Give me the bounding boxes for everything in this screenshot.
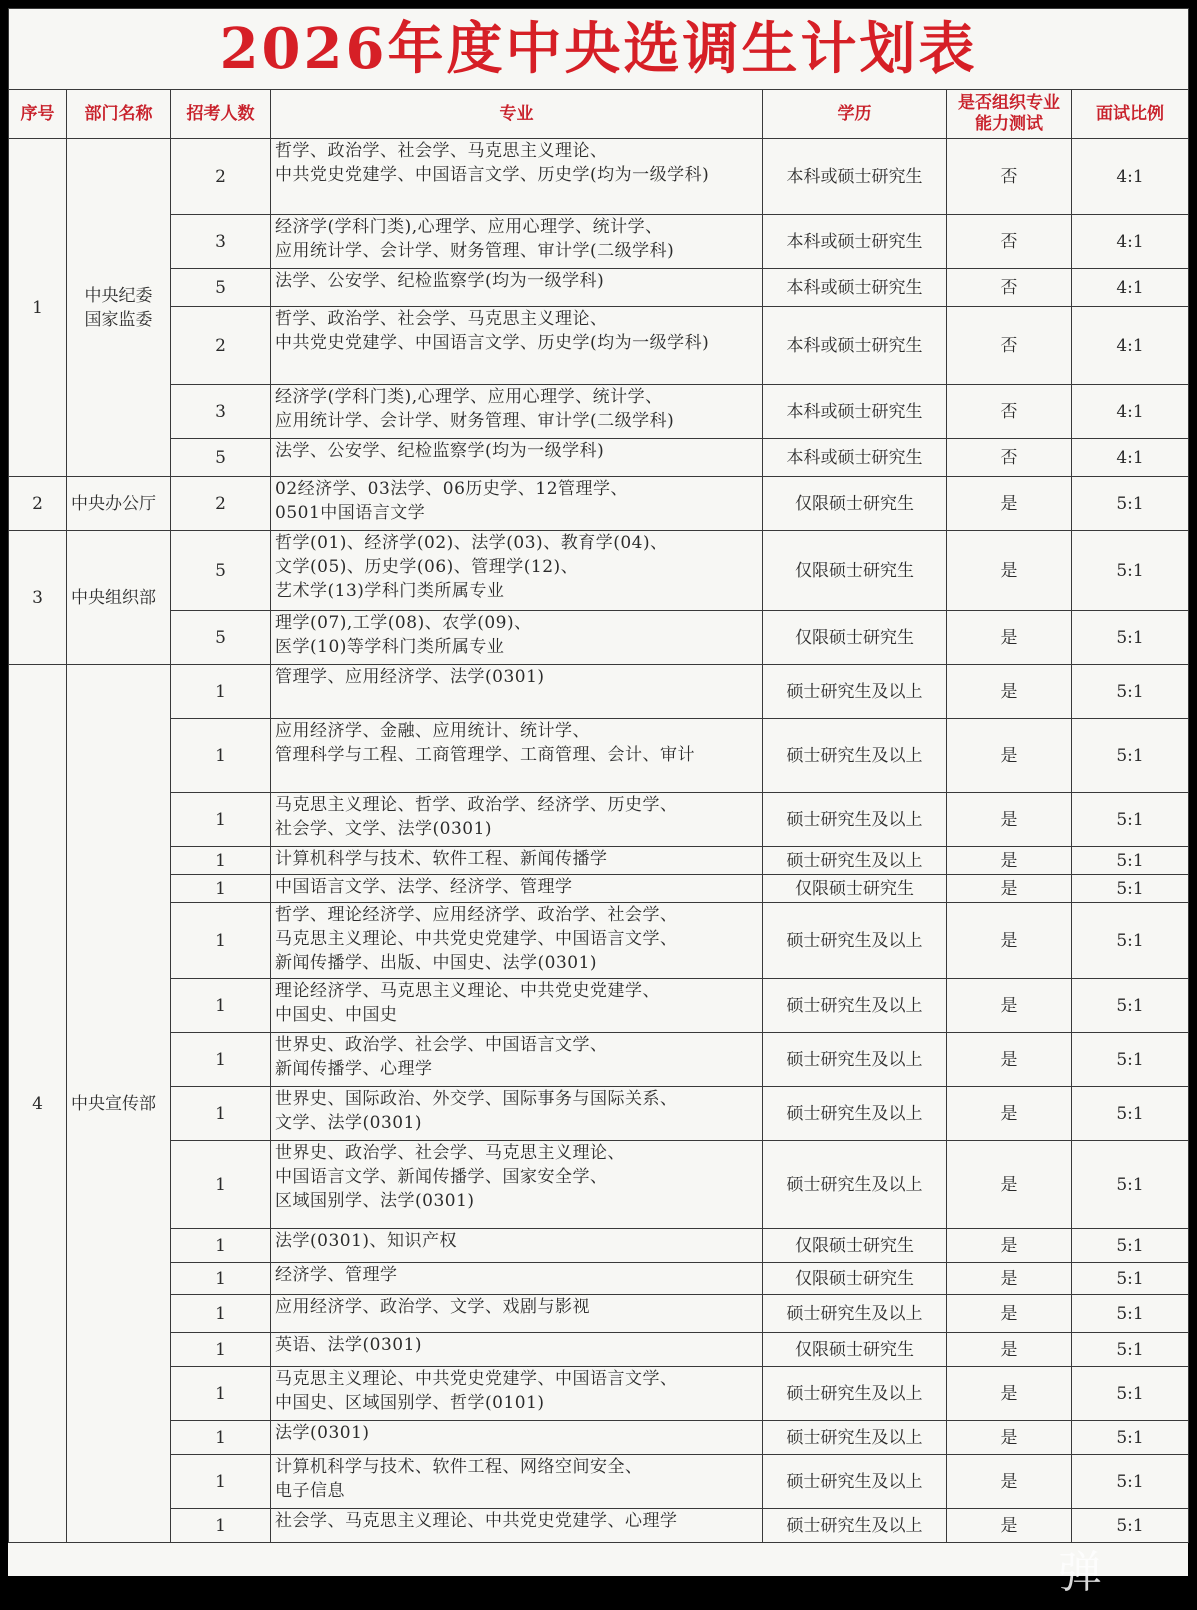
table-row (9, 385, 1189, 439)
edu-cell: 仅限硕士研究生 (763, 1263, 947, 1295)
major-cell: 管理学、应用经济学、法学(0301) (271, 665, 763, 719)
major-cell: 世界史、国际政治、外交学、国际事务与国际关系、 文学、法学(0301) (271, 1087, 763, 1141)
test-cell: 是 (947, 477, 1072, 531)
ratio-cell: 5:1 (1072, 531, 1189, 611)
test-cell: 否 (947, 215, 1072, 269)
count-cell: 1 (171, 903, 271, 979)
table-row (9, 139, 1189, 215)
edu-cell: 本科或硕士研究生 (763, 139, 947, 215)
edu-cell: 本科或硕士研究生 (763, 385, 947, 439)
ratio-cell: 5:1 (1072, 477, 1189, 531)
edu-cell: 硕士研究生及以上 (763, 903, 947, 979)
ratio-cell: 5:1 (1072, 875, 1189, 903)
major-cell: 社会学、马克思主义理论、中共党史党建学、心理学 (271, 1509, 763, 1543)
test-cell: 否 (947, 439, 1072, 477)
watermark-logo: 弹 (1058, 1547, 1102, 1598)
major-cell: 英语、法学(0301) (271, 1333, 763, 1367)
test-cell: 是 (947, 875, 1072, 903)
edu-cell: 仅限硕士研究生 (763, 531, 947, 611)
count-cell: 2 (171, 307, 271, 385)
table-row (9, 1295, 1189, 1333)
major-cell: 经济学(学科门类),心理学、应用心理学、统计学、 应用统计学、会计学、财务管理、审计学(二级学科) (271, 385, 763, 439)
ratio-cell: 4:1 (1072, 307, 1189, 385)
table-row (9, 1263, 1189, 1295)
major-cell: 世界史、政治学、社会学、中国语言文学、 新闻传播学、心理学 (271, 1033, 763, 1087)
ratio-cell: 4:1 (1072, 385, 1189, 439)
ratio-cell: 5:1 (1072, 1295, 1189, 1333)
ratio-cell: 5:1 (1072, 1509, 1189, 1543)
edu-cell: 硕士研究生及以上 (763, 793, 947, 847)
ratio-cell: 4:1 (1072, 269, 1189, 307)
ratio-cell: 5:1 (1072, 665, 1189, 719)
count-cell: 1 (171, 793, 271, 847)
test-cell: 是 (947, 1509, 1072, 1543)
test-cell: 是 (947, 1263, 1072, 1295)
table-row (9, 439, 1189, 477)
ratio-cell: 5:1 (1072, 1367, 1189, 1421)
table-row (9, 875, 1189, 903)
major-cell: 法学、公安学、纪检监察学(均为一级学科) (271, 269, 763, 307)
count-cell: 1 (171, 1087, 271, 1141)
table-row (9, 269, 1189, 307)
edu-cell: 硕士研究生及以上 (763, 719, 947, 793)
ratio-cell: 5:1 (1072, 1455, 1189, 1509)
major-cell: 马克思主义理论、哲学、政治学、经济学、历史学、 社会学、文学、法学(0301) (271, 793, 763, 847)
ratio-cell: 5:1 (1072, 1087, 1189, 1141)
test-cell: 否 (947, 385, 1072, 439)
table-row (9, 611, 1189, 665)
major-cell: 应用经济学、金融、应用统计、统计学、 管理科学与工程、工商管理学、工商管理、会计、审计 (271, 719, 763, 793)
edu-cell: 本科或硕士研究生 (763, 269, 947, 307)
count-cell: 1 (171, 1367, 271, 1421)
table-row (9, 979, 1189, 1033)
edu-cell: 硕士研究生及以上 (763, 1421, 947, 1455)
count-cell: 1 (171, 719, 271, 793)
test-cell: 是 (947, 1367, 1072, 1421)
count-cell: 2 (171, 477, 271, 531)
edu-cell: 硕士研究生及以上 (763, 1087, 947, 1141)
count-cell: 1 (171, 1295, 271, 1333)
ratio-cell: 5:1 (1072, 1229, 1189, 1263)
count-cell: 2 (171, 139, 271, 215)
test-cell: 是 (947, 719, 1072, 793)
table-row (9, 1455, 1189, 1509)
edu-cell: 硕士研究生及以上 (763, 847, 947, 875)
header-ratio: 面试比例 (1072, 90, 1189, 139)
ratio-cell: 5:1 (1072, 1141, 1189, 1229)
test-cell: 否 (947, 307, 1072, 385)
count-cell: 3 (171, 385, 271, 439)
edu-cell: 硕士研究生及以上 (763, 1141, 947, 1229)
major-cell: 哲学(01)、经济学(02)、法学(03)、教育学(04)、 文学(05)、历史学(06)、管理学(12)、 艺术学(13)学科门类所属专业 (271, 531, 763, 611)
major-cell: 哲学、理论经济学、应用经济学、政治学、社会学、 马克思主义理论、中共党史党建学、中国语言文学、 新闻传播学、出版、中国史、法学(0301) (271, 903, 763, 979)
seq-cell: 3 (9, 531, 67, 665)
major-cell: 法学(0301) (271, 1421, 763, 1455)
major-cell: 理论经济学、马克思主义理论、中共党史党建学、 中国史、中国史 (271, 979, 763, 1033)
count-cell: 5 (171, 269, 271, 307)
table-row (9, 1421, 1189, 1455)
edu-cell: 硕士研究生及以上 (763, 1033, 947, 1087)
ratio-cell: 5:1 (1072, 903, 1189, 979)
table-row (9, 719, 1189, 793)
header-edu: 学历 (763, 90, 947, 139)
major-cell: 法学(0301)、知识产权 (271, 1229, 763, 1263)
major-cell: 计算机科学与技术、软件工程、新闻传播学 (271, 847, 763, 875)
plan-table (8, 8, 1189, 1543)
ratio-cell: 5:1 (1072, 1263, 1189, 1295)
edu-cell: 仅限硕士研究生 (763, 875, 947, 903)
test-cell: 是 (947, 611, 1072, 665)
ratio-cell: 5:1 (1072, 719, 1189, 793)
count-cell: 1 (171, 1141, 271, 1229)
table-row (9, 665, 1189, 719)
edu-cell: 仅限硕士研究生 (763, 477, 947, 531)
major-cell: 世界史、政治学、社会学、马克思主义理论、 中国语言文学、新闻传播学、国家安全学、 区域国别学、法学(0301) (271, 1141, 763, 1229)
edu-cell: 硕士研究生及以上 (763, 665, 947, 719)
test-cell: 是 (947, 1295, 1072, 1333)
table-row (9, 531, 1189, 611)
table-row (9, 477, 1189, 531)
test-cell: 是 (947, 1455, 1072, 1509)
count-cell: 1 (171, 1229, 271, 1263)
ratio-cell: 5:1 (1072, 847, 1189, 875)
header-seq: 序号 (9, 90, 67, 139)
table-row (9, 1141, 1189, 1229)
header-row (9, 90, 1189, 139)
table-row (9, 1367, 1189, 1421)
edu-cell: 本科或硕士研究生 (763, 439, 947, 477)
edu-cell: 仅限硕士研究生 (763, 611, 947, 665)
test-cell: 是 (947, 793, 1072, 847)
table-row (9, 1229, 1189, 1263)
table-row (9, 307, 1189, 385)
seq-cell: 4 (9, 665, 67, 1543)
dept-cell: 中央宣传部 (67, 665, 171, 1543)
edu-cell: 仅限硕士研究生 (763, 1333, 947, 1367)
table-row (9, 1033, 1189, 1087)
count-cell: 1 (171, 847, 271, 875)
header-dept: 部门名称 (67, 90, 171, 139)
count-cell: 1 (171, 665, 271, 719)
header-count: 招考人数 (171, 90, 271, 139)
count-cell: 1 (171, 1333, 271, 1367)
table-row (9, 847, 1189, 875)
dept-cell: 中央纪委 国家监委 (67, 139, 171, 477)
table-body (9, 139, 1189, 1543)
table-row (9, 215, 1189, 269)
count-cell: 1 (171, 1455, 271, 1509)
major-cell: 经济学、管理学 (271, 1263, 763, 1295)
test-cell: 否 (947, 269, 1072, 307)
major-cell: 02经济学、03法学、06历史学、12管理学、 0501中国语言文学 (271, 477, 763, 531)
count-cell: 1 (171, 875, 271, 903)
edu-cell: 仅限硕士研究生 (763, 1229, 947, 1263)
major-cell: 哲学、政治学、社会学、马克思主义理论、 中共党史党建学、中国语言文学、历史学(均为一级学科) (271, 139, 763, 215)
test-cell: 是 (947, 1333, 1072, 1367)
table-row (9, 1333, 1189, 1367)
edu-cell: 硕士研究生及以上 (763, 1295, 947, 1333)
test-cell: 是 (947, 979, 1072, 1033)
count-cell: 5 (171, 611, 271, 665)
seq-cell: 2 (9, 477, 67, 531)
major-cell: 法学、公安学、纪检监察学(均为一级学科) (271, 439, 763, 477)
count-cell: 5 (171, 531, 271, 611)
edu-cell: 本科或硕士研究生 (763, 215, 947, 269)
test-cell: 是 (947, 665, 1072, 719)
test-cell: 是 (947, 1229, 1072, 1263)
count-cell: 1 (171, 1263, 271, 1295)
ratio-cell: 5:1 (1072, 1033, 1189, 1087)
header-major: 专业 (271, 90, 763, 139)
test-cell: 是 (947, 531, 1072, 611)
dept-cell: 中央组织部 (67, 531, 171, 665)
test-cell: 是 (947, 1087, 1072, 1141)
ratio-cell: 4:1 (1072, 139, 1189, 215)
table-row (9, 1087, 1189, 1141)
ratio-cell: 4:1 (1072, 215, 1189, 269)
edu-cell: 硕士研究生及以上 (763, 979, 947, 1033)
test-cell: 是 (947, 847, 1072, 875)
major-cell: 马克思主义理论、中共党史党建学、中国语言文学、 中国史、区域国别学、哲学(0101) (271, 1367, 763, 1421)
ratio-cell: 5:1 (1072, 1421, 1189, 1455)
edu-cell: 本科或硕士研究生 (763, 307, 947, 385)
major-cell: 中国语言文学、法学、经济学、管理学 (271, 875, 763, 903)
major-cell: 应用经济学、政治学、文学、戏剧与影视 (271, 1295, 763, 1333)
count-cell: 5 (171, 439, 271, 477)
major-cell: 计算机科学与技术、软件工程、网络空间安全、 电子信息 (271, 1455, 763, 1509)
dept-cell: 中央办公厅 (67, 477, 171, 531)
count-cell: 3 (171, 215, 271, 269)
ratio-cell: 4:1 (1072, 439, 1189, 477)
major-cell: 哲学、政治学、社会学、马克思主义理论、 中共党史党建学、中国语言文学、历史学(均为一级学科) (271, 307, 763, 385)
table-row (9, 1509, 1189, 1543)
ratio-cell: 5:1 (1072, 793, 1189, 847)
major-cell: 经济学(学科门类),心理学、应用心理学、统计学、 应用统计学、会计学、财务管理、审计学(二级学科) (271, 215, 763, 269)
table-row (9, 903, 1189, 979)
count-cell: 1 (171, 1509, 271, 1543)
edu-cell: 硕士研究生及以上 (763, 1509, 947, 1543)
ratio-cell: 5:1 (1072, 1333, 1189, 1367)
ratio-cell: 5:1 (1072, 611, 1189, 665)
test-cell: 是 (947, 1421, 1072, 1455)
table-row (9, 793, 1189, 847)
test-cell: 是 (947, 1141, 1072, 1229)
test-cell: 是 (947, 903, 1072, 979)
edu-cell: 硕士研究生及以上 (763, 1455, 947, 1509)
count-cell: 1 (171, 1421, 271, 1455)
page-title: 2026年度中央选调生计划表 (9, 9, 1189, 90)
seq-cell: 1 (9, 139, 67, 477)
count-cell: 1 (171, 1033, 271, 1087)
ratio-cell: 5:1 (1072, 979, 1189, 1033)
plan-sheet (8, 8, 1188, 1598)
test-cell: 是 (947, 1033, 1072, 1087)
header-test: 是否组织专业能力测试 (947, 90, 1072, 139)
edu-cell: 硕士研究生及以上 (763, 1367, 947, 1421)
count-cell: 1 (171, 979, 271, 1033)
test-cell: 否 (947, 139, 1072, 215)
major-cell: 理学(07),工学(08)、农学(09)、 医学(10)等学科门类所属专业 (271, 611, 763, 665)
